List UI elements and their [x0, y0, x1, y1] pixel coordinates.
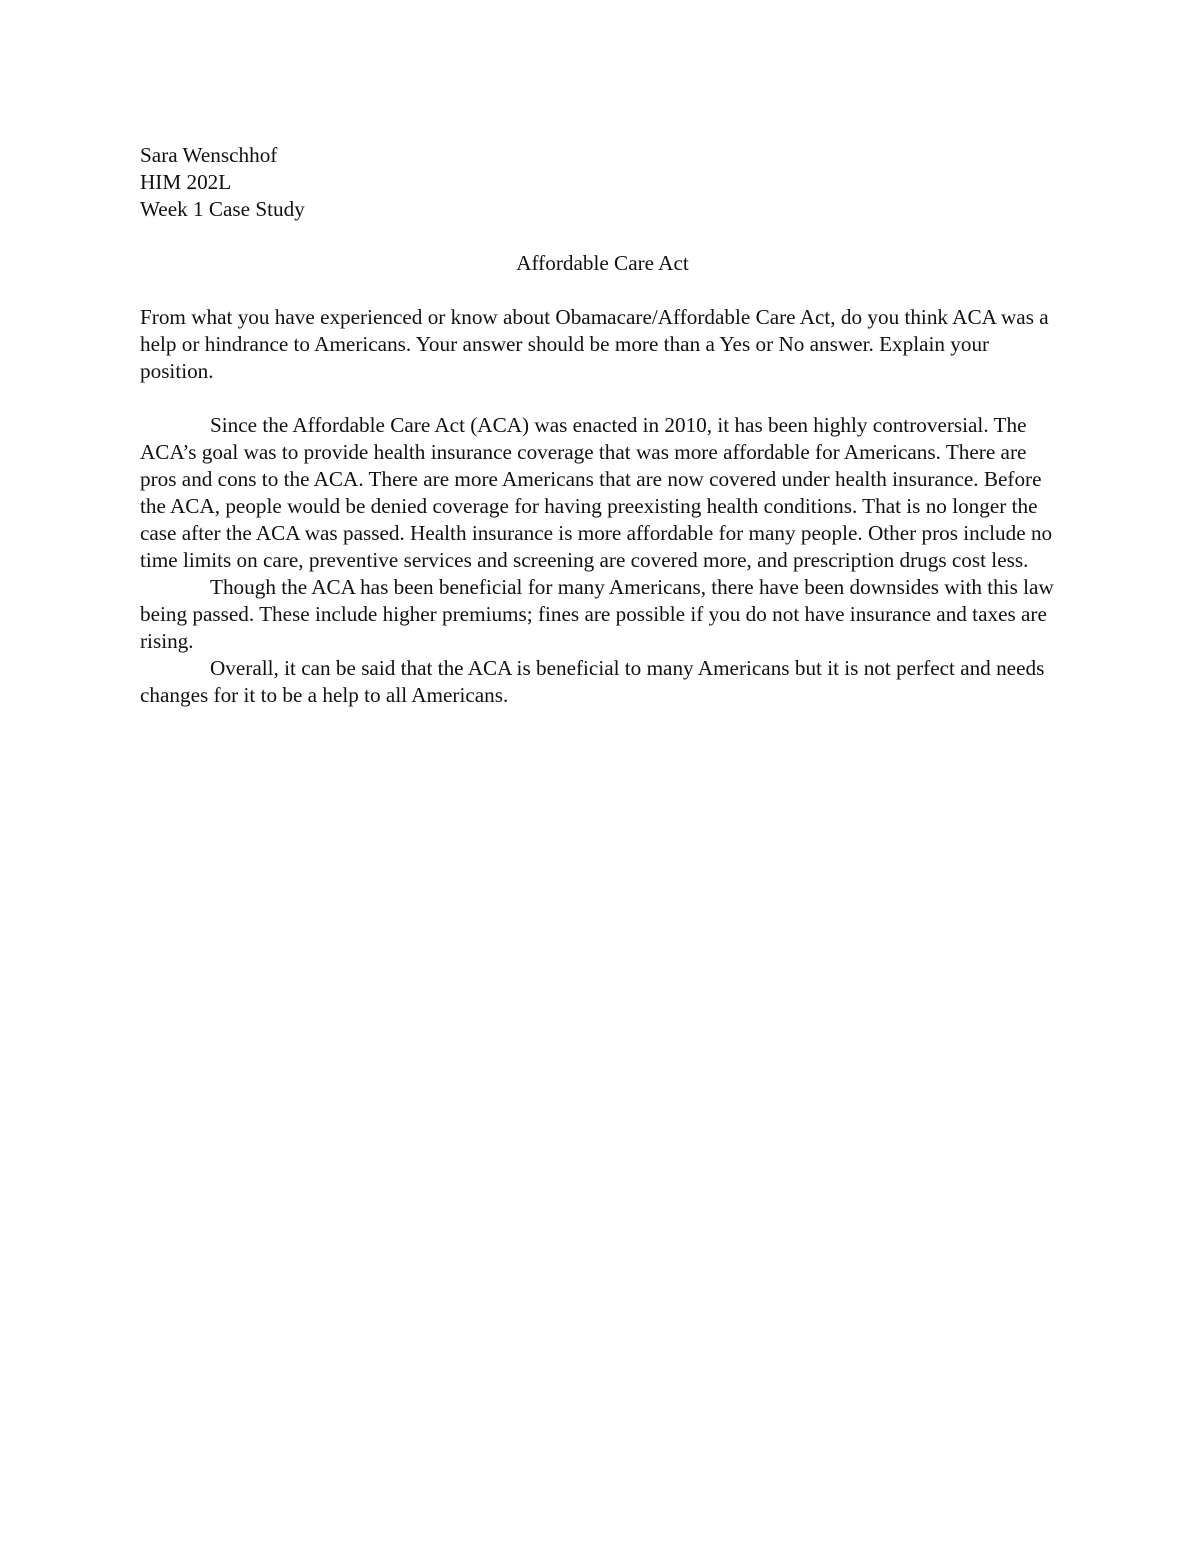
answer-paragraph-1: Since the Affordable Care Act (ACA) was enacted in 2010, it has been highly controversial. The ACA’s goal was to provide health insurance coverage that was more affordable for Americans. There are pros and cons to the ACA. There are more Americans that are now covered under health insurance. Before the ACA, people would be denied coverage for having preexisting health conditions. That is no longer the case after the ACA was passed. Health insurance is more affordable for many people. Other pros include no time limits on care, preventive services and screening are covered more, and prescription drugs cost less. — [140, 413, 1053, 572]
question-prompt: From what you have experienced or know about Obamacare/Affordable Care Act, do you think ACA was a help or hindrance to Americans. Your answer should be more than a Yes or No answer. Explain your position. — [140, 305, 1049, 383]
document-body — [140, 142, 1065, 709]
answer-paragraph-3: Overall, it can be said that the ACA is beneficial to many Americans but it is not perfect and needs changes for it to be a help to all Americans. — [140, 656, 1045, 707]
answer-paragraph-2: Though the ACA has been beneficial for many Americans, there have been downsides with this law being passed. These include higher premiums; fines are possible if you do not have insurance and taxes are rising. — [140, 575, 1054, 653]
author-name: Sara Wenschhof — [140, 143, 278, 167]
document-title: Affordable Care Act — [516, 251, 689, 275]
answer-section — [140, 412, 1065, 709]
course-code: HIM 202L — [140, 170, 232, 194]
assignment-name: Week 1 Case Study — [140, 197, 305, 221]
